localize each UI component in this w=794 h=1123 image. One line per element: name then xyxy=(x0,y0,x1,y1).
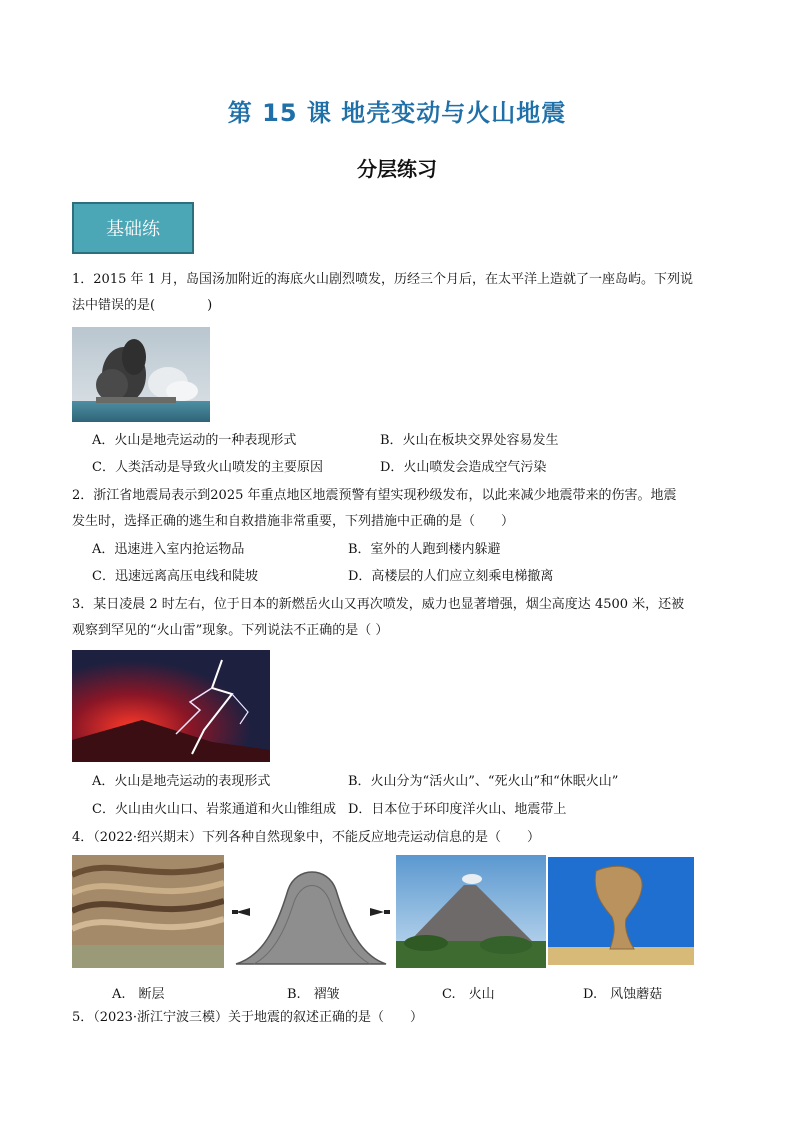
section-badge-label: 基础练 xyxy=(106,219,160,240)
q1-option-d[interactable]: D．火山喷发会造成空气污染 xyxy=(380,460,547,475)
q4-stem-line1: 4．（2022·绍兴期末）下列各种自然现象中，不能反应地壳运动信息的是（ ） xyxy=(72,830,540,845)
q2-option-b[interactable]: B．室外的人跑到楼内躲避 xyxy=(348,542,501,557)
section-badge xyxy=(72,202,194,254)
page-title: 第 15 课 地壳变动与火山地震 xyxy=(227,99,567,127)
q4-mushroom-rock-image xyxy=(548,857,694,965)
q4-caption-d: D. 风蚀蘑菇 xyxy=(583,987,663,1002)
q3-stem-line2: 观察到罕见的“火山雷”现象。下列说法不正确的是（ ） xyxy=(72,623,389,638)
q2-option-d[interactable]: D．高楼层的人们应立刻乘电梯撤离 xyxy=(348,569,554,584)
q2-stem-line2: 发生时，选择正确的逃生和自救措施非常重要，下列措施中正确的是（ ） xyxy=(72,514,515,529)
q3-option-d[interactable]: D．日本位于环印度洋火山、地震带上 xyxy=(348,802,567,817)
q4-fault-rock-image xyxy=(72,855,224,968)
q2-option-a[interactable]: A．迅速进入室内抢运物品 xyxy=(92,542,245,557)
q3-option-a[interactable]: A．火山是地壳运动的表现形式 xyxy=(92,774,271,789)
q1-stem-line2: 法中错误的是( ) xyxy=(72,298,213,313)
page-subtitle: 分层练习 xyxy=(357,157,437,181)
q1-option-c[interactable]: C．人类活动是导致火山喷发的主要原因 xyxy=(92,460,323,475)
q1-stem-line1: 1．2015 年 1 月，岛国汤加附近的海底火山剧烈喷发，历经三个月后，在太平洋上造就了一座岛屿。下列说 xyxy=(72,272,694,287)
q5-stem-line1: 5．（2023·浙江宁波三模）关于地震的叙述正确的是（ ） xyxy=(72,1010,423,1025)
q4-caption-c: C. 火山 xyxy=(442,987,495,1002)
q4-caption-b: B. 褶皱 xyxy=(287,987,340,1002)
q1-option-b[interactable]: B．火山在板块交界处容易发生 xyxy=(380,433,559,448)
q2-stem-line1: 2．浙江省地震局表示到2025 年重点地区地震预警有望实现秒级发布，以此来减少地震带来的伤害。地震 xyxy=(72,488,677,503)
q3-stem-line1: 3．某日凌晨 2 时左右，位于日本的新燃岳火山又再次喷发，威力也显著增强，烟尘高度达 4500 米，还被 xyxy=(72,597,685,612)
q3-volcanic-lightning-image xyxy=(72,650,270,762)
q4-volcano-mountain-image xyxy=(396,855,546,968)
q4-fold-diagram-image xyxy=(232,860,390,968)
q3-option-b[interactable]: B．火山分为“活火山”、“死火山”和“休眠火山” xyxy=(348,774,619,789)
q4-caption-a: A. 断层 xyxy=(112,987,165,1002)
q3-option-c[interactable]: C．火山由火山口、岩浆通道和火山锥组成 xyxy=(92,802,336,817)
q2-option-c[interactable]: C．迅速远离高压电线和陡坡 xyxy=(92,569,258,584)
q1-volcano-eruption-image xyxy=(72,327,210,422)
q1-option-a[interactable]: A．火山是地壳运动的一种表现形式 xyxy=(92,433,297,448)
